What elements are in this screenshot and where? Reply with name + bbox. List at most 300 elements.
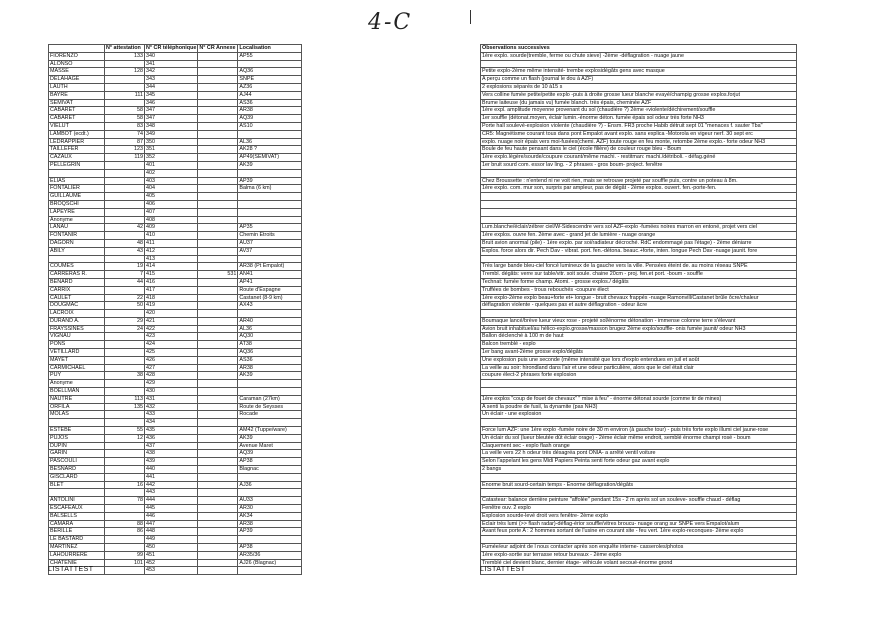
cr-tel-cell: 453: [145, 567, 198, 575]
attestation-cell: [105, 310, 145, 318]
table-row: [481, 536, 797, 544]
cr-annexe-cell: [198, 473, 238, 481]
cr-tel-cell: 410: [145, 232, 198, 240]
location-cell: AR38: [238, 520, 302, 528]
attestation-cell: [105, 193, 145, 201]
name-cell: LACROIX: [49, 310, 105, 318]
cr-annexe-cell: [198, 356, 238, 364]
cr-tel-cell: 422: [145, 325, 198, 333]
cr-tel-cell: 346: [145, 99, 198, 107]
name-cell: ABILY: [49, 247, 105, 255]
table-row: [49, 130, 302, 138]
table-row: [49, 185, 302, 193]
cr-annexe-cell: [198, 263, 238, 271]
location-cell: AP41: [238, 278, 302, 286]
cr-tel-cell: 423: [145, 333, 198, 341]
cr-tel-cell: 412: [145, 247, 198, 255]
attestation-cell: [105, 466, 145, 474]
observation-cell: Porte hall soulevé-explosion violente (chaudière ?) - Ensm. FR3 proche Habib détruit sept 01 "menaces f. sauter Tba": [481, 122, 797, 130]
cr-tel-cell: 447: [145, 520, 198, 528]
location-cell: AK39: [238, 372, 302, 380]
observation-cell: [481, 200, 797, 208]
attestation-cell: [105, 380, 145, 388]
attestation-cell: 78: [105, 497, 145, 505]
name-cell: DELAHAGE: [49, 76, 105, 84]
location-cell: Rocade: [238, 411, 302, 419]
table-row: [49, 372, 302, 380]
observation-cell: 2 explosions séparés de 10 à15 s: [481, 83, 797, 91]
table-row: [49, 536, 302, 544]
cr-annexe-cell: [198, 388, 238, 396]
table-row: [481, 427, 797, 435]
table-row: [481, 333, 797, 341]
observation-cell: A perçu comme un flash (journal le dou à AZF): [481, 76, 797, 84]
table-row: [481, 99, 797, 107]
location-cell: [238, 130, 302, 138]
attestation-cell: [105, 512, 145, 520]
table-row: [49, 76, 302, 84]
observation-cell: [481, 380, 797, 388]
table-row: [49, 512, 302, 520]
attestation-cell: [105, 505, 145, 513]
cr-tel-cell: 436: [145, 434, 198, 442]
cr-annexe-cell: [198, 255, 238, 263]
table-row: [49, 551, 302, 559]
observations-table: [480, 44, 797, 575]
name-cell: CHATENIE: [49, 559, 105, 567]
table-row: [49, 99, 302, 107]
name-cell: BALSELLS: [49, 512, 105, 520]
cr-annexe-cell: [198, 224, 238, 232]
cr-tel-cell: 441: [145, 473, 198, 481]
observation-cell: Fumée/eur adjoint de l nous contacter après son enquête interne- casseroles/photos: [481, 544, 797, 552]
observation-cell: [481, 567, 797, 575]
table-row: [49, 193, 302, 201]
cr-tel-cell: 452: [145, 559, 198, 567]
location-cell: AL36: [238, 138, 302, 146]
cr-annexe-cell: [198, 544, 238, 552]
observation-cell: Un éclair - une explosion: [481, 411, 797, 419]
observation-cell: Petite explo-2ème même intensité- trembe explosidégâts gens avec masque: [481, 68, 797, 76]
location-cell: Balma (6 km): [238, 185, 302, 193]
name-cell: ANTOLINI: [49, 497, 105, 505]
cr-annexe-cell: [198, 138, 238, 146]
table-row: [481, 294, 797, 302]
attestation-cell: 50: [105, 302, 145, 310]
observation-cell: Brume laiteuse (du jamais vu) fumée blanch. très épais, cheminée AZF: [481, 99, 797, 107]
attestation-cell: 42: [105, 224, 145, 232]
observation-cell: [481, 208, 797, 216]
table-row: [481, 193, 797, 201]
table-row: [49, 278, 302, 286]
table-row: [481, 239, 797, 247]
location-cell: AQ30: [238, 333, 302, 341]
table-row: [49, 115, 302, 123]
column-header: N° CR téléphonique: [146, 45, 197, 51]
table-row: [49, 325, 302, 333]
name-cell: VIGNAU: [49, 333, 105, 341]
location-cell: Castanet (8-9 km): [238, 294, 302, 302]
cr-tel-cell: 418: [145, 294, 198, 302]
cr-tel-cell: 444: [145, 497, 198, 505]
table-row: [49, 520, 302, 528]
observation-cell: [481, 489, 797, 497]
name-cell: LAUTH: [49, 83, 105, 91]
table-row: [481, 146, 797, 154]
attestation-cell: [105, 419, 145, 427]
cr-annexe-cell: [198, 512, 238, 520]
observation-cell: La veille vers 22 h odeur très désagréa pont ONIA- a arrêté ventil voiture: [481, 450, 797, 458]
cr-annexe-cell: [198, 200, 238, 208]
cr-tel-cell: 432: [145, 403, 198, 411]
name-cell: BESNARD: [49, 466, 105, 474]
location-cell: [238, 60, 302, 68]
name-cell: ESTEBE: [49, 427, 105, 435]
table-row: [481, 388, 797, 396]
table-row: [49, 224, 302, 232]
table-row: [481, 512, 797, 520]
cr-annexe-cell: [198, 333, 238, 341]
name-cell: DAGORN: [49, 239, 105, 247]
cr-annexe-cell: [198, 154, 238, 162]
attestation-cell: [105, 177, 145, 185]
table-row: [481, 434, 797, 442]
observation-cell: Très large bande bleu-ciel foncé lumineux de la gauche vers la ville. Pensées éteint de. au moins réseau SNPE: [481, 263, 797, 271]
table-row: [49, 341, 302, 349]
table-row: [49, 294, 302, 302]
table-row: [49, 458, 302, 466]
cr-annexe-cell: [198, 99, 238, 107]
attestation-cell: [105, 208, 145, 216]
name-cell: LANAU: [49, 224, 105, 232]
table-row: [49, 271, 302, 279]
cr-annexe-cell: [198, 247, 238, 255]
table-row: [481, 489, 797, 497]
cr-tel-cell: 344: [145, 83, 198, 91]
cr-tel-cell: 409: [145, 224, 198, 232]
observation-cell: Un éclair du sol (lueur bleutée dût éclair orage) - 2ème éclair même endroit, semblé énorme champi rosé - boum: [481, 434, 797, 442]
cr-annexe-cell: [198, 372, 238, 380]
table-row: [481, 91, 797, 99]
location-cell: Blagnac: [238, 466, 302, 474]
table-row: [481, 247, 797, 255]
observation-cell: Avion bruit inhabituel/au hélico-explo.grosse/masson brugez 2ème explo/souffle- onis fumée jaunit/ odeur NH3: [481, 325, 797, 333]
cr-tel-cell: 442: [145, 481, 198, 489]
name-cell: CAULET: [49, 294, 105, 302]
table-row: [49, 60, 302, 68]
attestation-cell: [105, 200, 145, 208]
attestation-cell: [105, 364, 145, 372]
location-cell: [238, 193, 302, 201]
cr-annexe-cell: [198, 161, 238, 169]
location-cell: [238, 310, 302, 318]
observation-cell: [481, 216, 797, 224]
cr-tel-cell: 352: [145, 154, 198, 162]
cr-tel-cell: 341: [145, 60, 198, 68]
name-cell: CAMARA: [49, 520, 105, 528]
table-row: [481, 403, 797, 411]
cr-annexe-cell: [198, 520, 238, 528]
table-row: [481, 317, 797, 325]
table-row: [49, 83, 302, 91]
cr-annexe-cell: [198, 317, 238, 325]
table-row: [481, 224, 797, 232]
cr-tel-cell: 424: [145, 341, 198, 349]
cr-annexe-cell: [198, 450, 238, 458]
location-cell: AK39: [238, 434, 302, 442]
attestation-cell: [105, 341, 145, 349]
location-cell: AQ36: [238, 349, 302, 357]
table-row: [49, 489, 302, 497]
location-cell: AT38: [238, 341, 302, 349]
table-row: [481, 505, 797, 513]
attestation-cell: 19: [105, 263, 145, 271]
table-row: [481, 364, 797, 372]
cr-tel-cell: 426: [145, 356, 198, 364]
cr-annexe-cell: [198, 341, 238, 349]
observation-cell: [481, 310, 797, 318]
cr-annexe-cell: [198, 208, 238, 216]
location-cell: AS36: [238, 356, 302, 364]
name-cell: FONTANIR: [49, 232, 105, 240]
observation-cell: Tremblé ciel devient blanc, dernier étage- véhicule volant secoué-énorme grond: [481, 559, 797, 567]
cr-tel-cell: 415: [145, 271, 198, 279]
cr-annexe-cell: [198, 442, 238, 450]
table-row: [49, 395, 302, 403]
attestation-cell: 86: [105, 528, 145, 536]
cr-tel-cell: 446: [145, 512, 198, 520]
table-row: [49, 364, 302, 372]
table-row: [481, 232, 797, 240]
attestation-cell: 48: [105, 239, 145, 247]
cr-annexe-cell: [198, 364, 238, 372]
cr-annexe-cell: [198, 458, 238, 466]
location-cell: AU33: [238, 497, 302, 505]
observation-cell: 1er souffle (détonat.moyen, éclair lumin.-énorme déton. fumée épais sol odeur très forte NH3: [481, 115, 797, 123]
table-row: [49, 247, 302, 255]
cr-annexe-cell: [198, 395, 238, 403]
table-row: [481, 161, 797, 169]
attestation-cell: [105, 489, 145, 497]
location-cell: AQ39: [238, 450, 302, 458]
cr-tel-cell: 402: [145, 169, 198, 177]
attestation-cell: [105, 60, 145, 68]
name-cell: VIELUT: [49, 122, 105, 130]
observation-cell: Avant feux porte A : 2 hommes sortant de l'usine en courant site - feu vert. 1ère explo-reconques- 2ème explo: [481, 528, 797, 536]
cr-annexe-cell: [198, 169, 238, 177]
table-row: [481, 122, 797, 130]
cr-tel-cell: 430: [145, 388, 198, 396]
location-cell: AP39: [238, 528, 302, 536]
observation-cell: Truffées de bombes - trous rebouchés -coupure élect: [481, 286, 797, 294]
cr-annexe-cell: [198, 427, 238, 435]
observation-cell: [481, 193, 797, 201]
table-row: [49, 349, 302, 357]
attestation-cell: 55: [105, 427, 145, 435]
footer-right: LISTATTEST: [480, 566, 526, 573]
name-cell: CAZAUX: [49, 154, 105, 162]
cr-tel-cell: 345: [145, 91, 198, 99]
observation-cell: Balcon tremblé - explo: [481, 341, 797, 349]
attestation-cell: [105, 442, 145, 450]
location-cell: [238, 419, 302, 427]
name-cell: DURAND A.: [49, 317, 105, 325]
attestation-cell: [105, 185, 145, 193]
table-row: [49, 177, 302, 185]
location-cell: AR40: [238, 317, 302, 325]
table-row: [481, 169, 797, 177]
location-cell: AP49(SEMIVAT): [238, 154, 302, 162]
table-row: [481, 310, 797, 318]
observation-cell: Explosion sourde-levé droit vers fenêtre- 2ème explo: [481, 512, 797, 520]
table-row: [481, 473, 797, 481]
table-row: [49, 154, 302, 162]
cr-tel-cell: 450: [145, 544, 198, 552]
cr-tel-cell: 347: [145, 107, 198, 115]
cr-annexe-cell: [198, 536, 238, 544]
table-row: [49, 263, 302, 271]
table-row: [481, 356, 797, 364]
attestation-cell: [105, 83, 145, 91]
name-cell: FONTALIER: [49, 185, 105, 193]
table-row: [481, 567, 797, 575]
observation-cell: Explos. force alors dir. Pech Dav - vibrat. port. fen.-détona. beauc.+forte, inten. longue Pech Dav -nuage jaunit. fore: [481, 247, 797, 255]
column-header: N° CR Annexe: [198, 45, 238, 53]
table-row: [481, 411, 797, 419]
observation-cell: [481, 255, 797, 263]
table-row: [481, 380, 797, 388]
observation-cell: 1er bruit sourd com. essor lav ling. - 2 phrases - gros boum- project. fenêtre: [481, 161, 797, 169]
location-cell: AS10: [238, 122, 302, 130]
cr-annexe-cell: [198, 76, 238, 84]
cr-annexe-cell: [198, 286, 238, 294]
cr-annexe-cell: [198, 107, 238, 115]
observation-cell: Boule de feu haute pensant dans le ciel (école filière) de couleur rouge bleu - Boum: [481, 146, 797, 154]
observations-header: Observations successives: [481, 45, 797, 53]
cr-annexe-cell: [198, 177, 238, 185]
cr-annexe-cell: [198, 68, 238, 76]
location-cell: AP39: [238, 177, 302, 185]
location-cell: [238, 536, 302, 544]
name-cell: FRAYSSINES: [49, 325, 105, 333]
location-cell: AP55: [238, 52, 302, 60]
cr-tel-cell: 407: [145, 208, 198, 216]
observation-cell: 1ère explo.lègère/sourde/coupure courant/même machi. - restitman: machi./détriboli. - défag.géné: [481, 154, 797, 162]
location-cell: AP38: [238, 544, 302, 552]
attestation-cell: 83: [105, 122, 145, 130]
table-row: [49, 544, 302, 552]
attestation-cell: [105, 161, 145, 169]
table-row: [481, 107, 797, 115]
table-row: [481, 68, 797, 76]
name-cell: ESCAFEAUX: [49, 505, 105, 513]
attestation-cell: [105, 169, 145, 177]
name-cell: ALONSO: [49, 60, 105, 68]
observation-cell: Claquement sec - explo flash orange: [481, 442, 797, 450]
location-cell: AR38: [238, 364, 302, 372]
observation-cell: Éclair très lumi (>> flash radar)-déflag-érior souffle/vitres broucu- nuage orang sur SNPE vers Empalot/alum: [481, 520, 797, 528]
table-row: [481, 544, 797, 552]
name-cell: CARMICHAEL: [49, 364, 105, 372]
name-cell: MAYET: [49, 356, 105, 364]
table-row: [49, 169, 302, 177]
cr-annexe-cell: [198, 146, 238, 154]
attestation-cell: [105, 232, 145, 240]
table-row: [49, 286, 302, 294]
attestation-cell: 99: [105, 551, 145, 559]
attestation-cell: [105, 99, 145, 107]
name-cell: [49, 255, 105, 263]
table-row: [49, 138, 302, 146]
location-cell: AQ36: [238, 68, 302, 76]
observation-cell: 1ère explos. ouvre fen. 2ème avec - grand jet de lumière - nuage orange: [481, 232, 797, 240]
cr-tel-cell: 401: [145, 161, 198, 169]
observation-cell: Trembl. dégâts: verre sur table/vitr. soit soule. chaine 20cm - proj. fen.et port. -boum - souffle: [481, 271, 797, 279]
attestation-cell: 24: [105, 325, 145, 333]
observation-cell: coupure élect-2 phrases forte explosion: [481, 372, 797, 380]
cr-tel-cell: 438: [145, 450, 198, 458]
name-cell: BROQSCHI: [49, 200, 105, 208]
cr-tel-cell: 431: [145, 395, 198, 403]
name-cell: PUJOS: [49, 434, 105, 442]
cr-tel-cell: 429: [145, 380, 198, 388]
attestation-table: [48, 44, 302, 575]
table-row: [481, 372, 797, 380]
table-row: [481, 528, 797, 536]
location-cell: AJ44: [238, 91, 302, 99]
cr-tel-cell: 419: [145, 302, 198, 310]
name-cell: [49, 419, 105, 427]
observation-cell: A senti la poudre de fusil, la dynamite (pas NH3): [481, 403, 797, 411]
cr-annexe-cell: [198, 411, 238, 419]
observation-cell: 1ère explo. sourde(tremble, ferme ou chute sieve) -2ème -déflagration - nuage jaune: [481, 52, 797, 60]
cr-annexe-cell: [198, 185, 238, 193]
name-cell: LAMBOT (ecdt.): [49, 130, 105, 138]
table-row: [49, 208, 302, 216]
cr-tel-cell: 411: [145, 239, 198, 247]
table-row: [481, 130, 797, 138]
location-cell: [238, 567, 302, 575]
table-row: [49, 411, 302, 419]
attestation-cell: 38: [105, 372, 145, 380]
attestation-cell: [105, 286, 145, 294]
observation-cell: Chez Broussette : n'entend ni ne voit rien, mais se retrouve projeté par souffle puis, contre un poteau à 8m.: [481, 177, 797, 185]
table-row: [49, 302, 302, 310]
location-cell: AR35/36: [238, 551, 302, 559]
column-header: [49, 45, 105, 53]
location-cell: AK34: [238, 512, 302, 520]
location-cell: [238, 473, 302, 481]
cr-annexe-cell: 531: [198, 271, 238, 279]
name-cell: LE BASTARD: [49, 536, 105, 544]
observation-cell: Bruit avion anormal (pile) - 1ère explo. par soi/radiateur décroché. RdC endommagé pas l'étage) - 2ème déniarre: [481, 239, 797, 247]
name-cell: [49, 169, 105, 177]
location-cell: AU37: [238, 239, 302, 247]
name-cell: DOUGMAC: [49, 302, 105, 310]
cr-annexe-cell: [198, 505, 238, 513]
observation-cell: 1ère explo-sortie sur terrasse retour bureaux - 2ème explo: [481, 551, 797, 559]
table-row: [481, 341, 797, 349]
cr-annexe-cell: [198, 232, 238, 240]
cr-annexe-cell: [198, 122, 238, 130]
attestation-cell: [105, 567, 145, 575]
location-cell: AR30: [238, 505, 302, 513]
location-cell: AV37: [238, 247, 302, 255]
location-cell: AK39: [238, 161, 302, 169]
cr-tel-cell: 413: [145, 255, 198, 263]
location-cell: Route de Seysses: [238, 403, 302, 411]
attestation-cell: [105, 473, 145, 481]
